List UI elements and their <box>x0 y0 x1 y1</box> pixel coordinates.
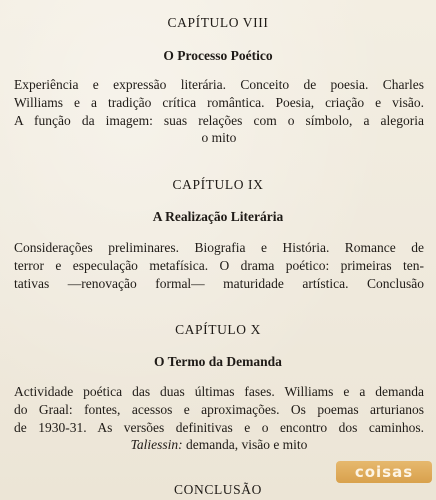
chapter-9-line-2: terror e especulação metafísica. O drama poético: primeiras ten- <box>14 258 424 273</box>
coisas-watermark: coisas <box>336 461 432 483</box>
chapter-10-line-3: de 1930-31. As versões definitivas e o encontro dos caminhos. <box>14 420 424 435</box>
chapter-8-line-3: A função da imagem: suas relações com o símbolo, a alegoria <box>14 113 424 128</box>
chapter-10-line-1: Actividade poética das duas últimas fases. Williams e a demanda <box>14 384 424 399</box>
chapter-9-line-1: Considerações preliminares. Biografia e História. Romance de <box>14 240 424 255</box>
chapter-8-line-4: o mito <box>201 130 237 145</box>
chapter-10-line-4-rest: demanda, visão e mito <box>182 437 308 452</box>
chapter-8-line-2: Williams e a tradição crítica romântica. Poesia, criação e visão. <box>14 95 424 110</box>
chapter-8-line-1: Experiência e expressão literária. Conceito de poesia. Charles <box>14 77 424 92</box>
chapter-10-line-2: do Graal: fontes, acessos e aproximações. Os poemas arturianos <box>14 402 424 417</box>
chapter-9-heading: CAPÍTULO IX <box>172 177 264 192</box>
taliessin-italic: Taliessin: <box>130 437 183 452</box>
chapter-9-line-3: tativas —renovação formal— maturidade artística. Conclusão <box>14 276 424 291</box>
chapter-9-title: A Realização Literária <box>152 209 284 224</box>
chapter-10-title: O Termo da Demanda <box>154 354 282 369</box>
chapter-10-line-4 <box>14 436 424 453</box>
chapter-8-title: O Processo Poético <box>163 48 273 63</box>
chapter-10-heading: CAPÍTULO X <box>175 322 261 337</box>
chapter-8-heading: CAPÍTULO VIII <box>167 15 269 30</box>
conclusion-heading: CONCLUSÃO <box>174 482 262 497</box>
